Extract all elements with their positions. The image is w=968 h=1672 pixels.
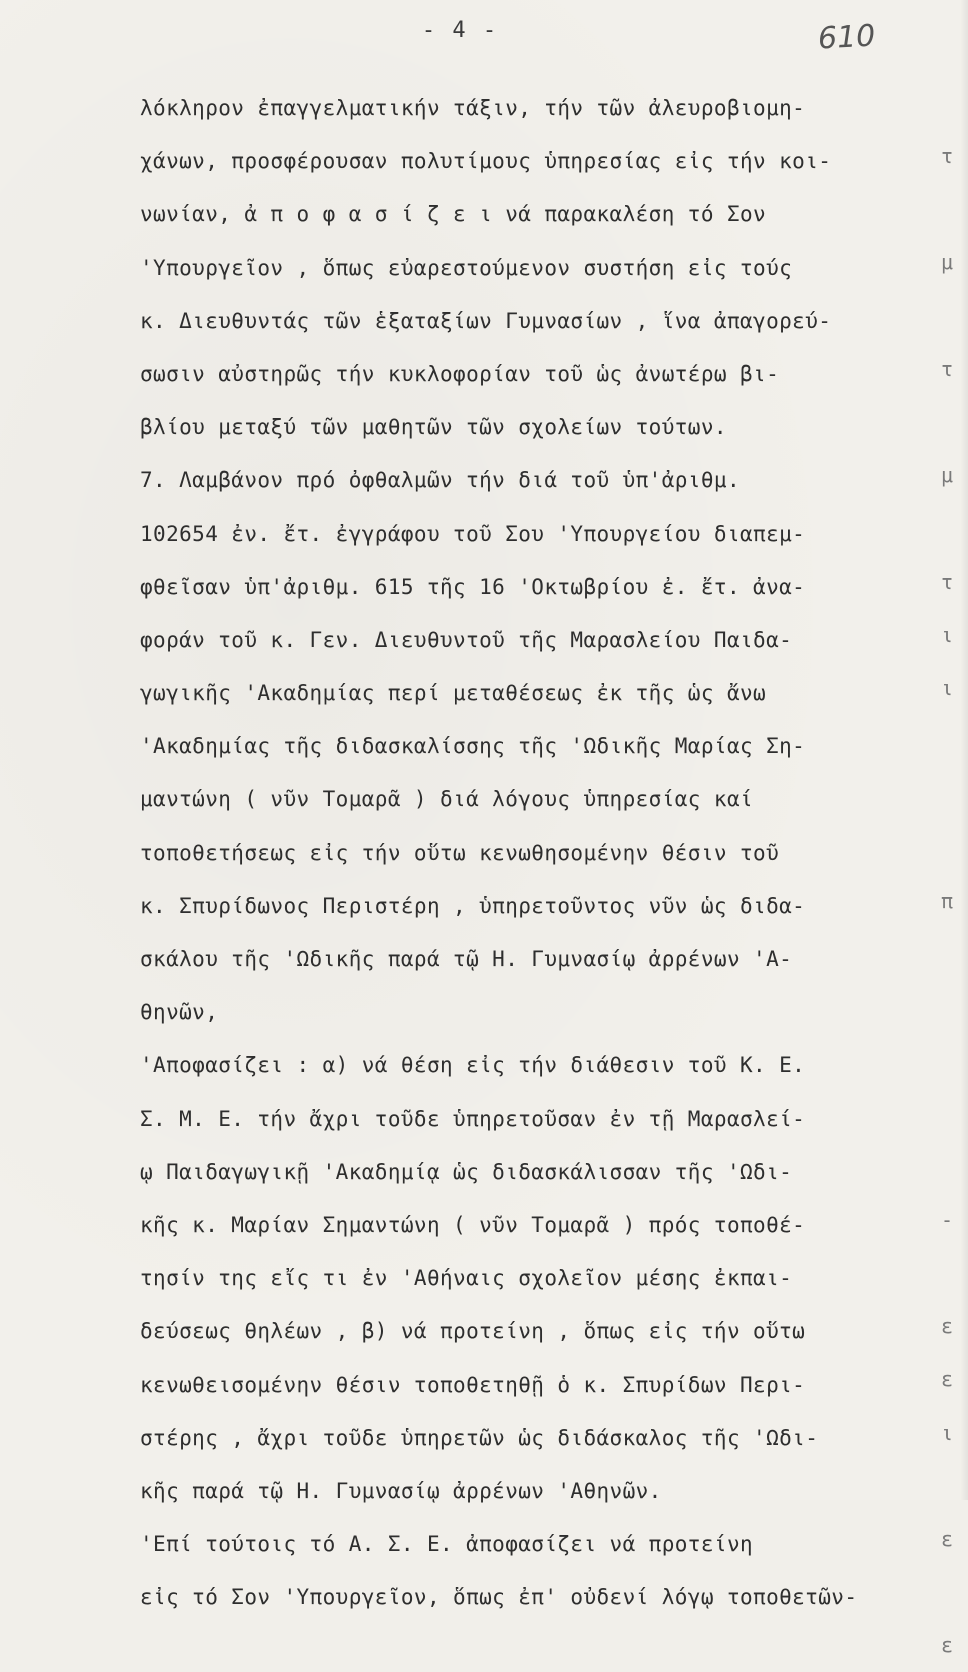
text-line: βλίου μεταξύ τῶν μαθητῶν τῶν σχολείων τούτων. [140, 415, 727, 440]
margin-mark [930, 1460, 964, 1513]
text-line: σωσιν αὐστηρῶς τήν κυκλοφορίαν τοῦ ὡς ἀνωτέρω βι- [140, 361, 780, 386]
text-line: ῳ Παιδαγωγικῇ 'Ακαδημίᾳ ὡς διδασκάλισσαν τῆς 'Ωδι- [140, 1159, 793, 1184]
text-line: φθεῖσαν ὑπ'ἀριθμ. 615 τῆς 16 'Οκτωβρίου ἐ. ἔτ. ἀνα- [140, 574, 806, 599]
page-edge-shadow [960, 0, 968, 1500]
margin-mark: ι [940, 622, 954, 647]
margin-mark [930, 1087, 964, 1140]
archive-number: 610 [817, 18, 877, 57]
text-line: 'Επί τούτοις τό Α. Σ. Ε. ἀποφασίζει νά προτείνη [140, 1532, 754, 1557]
margin-mark [930, 1034, 964, 1087]
margin-marks [930, 130, 964, 1672]
text-line: στέρης , ἄχρι τοῦδε ὑπηρετῶν ὡς διδάσκαλος τῆς 'Ωδι- [140, 1425, 819, 1450]
text-line: γωγικῆς 'Ακαδημίας περί μεταθέσεως ἐκ τῆς ὡς ἄνω [140, 681, 767, 706]
text-line: φοράν τοῦ κ. Γεν. Διευθυντοῦ τῆς Μαρασλείου Παιδα- [140, 627, 793, 652]
text-line: τησίν της εἴς τι ἐν 'Αθήναις σχολεῖον μέσης ἐκπαι- [140, 1266, 793, 1291]
text-line: δεύσεως θηλέων , β) νά προτείνη , ὅπως εἰς τήν οὕτω [140, 1319, 806, 1344]
margin-mark: τ [940, 356, 954, 381]
text-line: θηνῶν, [140, 1000, 219, 1025]
text-line: 7. Λαμβάνον πρό ὀφθαλμῶν τήν διά τοῦ ὑπ'ἀριθμ. [140, 468, 740, 493]
text-line: εἰς τό Σον 'Υπουργεῖον, ὅπως ἐπ' οὐδενί λόγῳ τοποθετῶν- [140, 1585, 858, 1610]
text-line: νωνίαν, ἀ π ο φ α σ ί ζ ε ι νά παρακαλέση τό Σον [140, 202, 767, 227]
margin-mark [930, 1566, 964, 1619]
margin-mark [930, 183, 964, 236]
margin-mark [930, 290, 964, 343]
page-number: - 4 - [421, 18, 499, 43]
margin-mark [930, 768, 964, 821]
margin-mark [930, 821, 964, 874]
text-line: κῆς παρά τῷ Η. Γυμνασίῳ ἀρρένων 'Αθηνῶν. [140, 1478, 662, 1503]
text-line: 'Υπουργεῖον , ὅπως εὐαρεστούμενον συστήση εἰς τούς [140, 255, 793, 280]
text-line: Σ. Μ. Ε. τήν ἄχρι τοῦδε ὑπηρετοῦσαν ἐν τῇ Μαρασλεί- [140, 1106, 806, 1131]
margin-mark: τ [940, 144, 954, 168]
margin-mark: ι [940, 675, 954, 700]
text-line: 102654 ἐν. ἔτ. ἐγγράφου τοῦ Σου 'Υπουργείου διαπεμ- [140, 521, 806, 546]
margin-mark: μ [940, 463, 954, 488]
text-line: τοποθετήσεως εἰς τήν οὕτω κενωθησομένην θέσιν τοῦ [140, 840, 780, 865]
text-line: μαντώνη ( νῦν Τομαρᾶ ) διά λόγους ὑπηρεσίας καί [140, 787, 754, 812]
text-line: κ. Σπυρίδωνος Περιστέρη , ὑπηρετοῦντος νῦν ὡς διδα- [140, 893, 806, 918]
margin-mark: ε [940, 1633, 954, 1658]
margin-mark: ε [940, 1367, 954, 1392]
margin-mark: π [940, 888, 954, 913]
margin-mark [930, 1141, 964, 1194]
margin-mark [930, 715, 964, 768]
margin-mark [930, 981, 964, 1034]
body-text [140, 82, 912, 1624]
text-line: σκάλου τῆς 'Ωδικῆς παρά τῷ Η. Γυμνασίῳ ἀρρένων 'Α- [140, 947, 793, 971]
text-line: λόκληρον ἐπαγγελματικήν τάξιν, τήν τῶν ἀλευροβιομη- [140, 96, 806, 120]
margin-mark [930, 396, 964, 449]
margin-mark [930, 502, 964, 555]
margin-mark: τ [940, 569, 954, 594]
text-line: 'Αποφασίζει : α) νά θέση εἰς τήν διάθεσιν τοῦ Κ. Ε. [140, 1053, 806, 1078]
margin-mark: ε [940, 1314, 954, 1339]
text-line: 'Ακαδημίας τῆς διδασκαλίσσης τῆς 'Ωδικῆς Μαρίας Ση- [140, 734, 806, 759]
text-line: χάνων, προσφέρουσαν πολυτίμους ὑπηρεσίας εἰς τήν κοι- [140, 149, 832, 174]
margin-mark: - [940, 1207, 954, 1232]
margin-mark [930, 1247, 964, 1300]
margin-mark: ε [940, 1526, 954, 1551]
text-line: κ. Διευθυντάς τῶν ἑξαταξίων Γυμνασίων , ἵνα ἀπαγορεύ- [140, 308, 832, 333]
margin-mark: μ [940, 250, 954, 275]
text-line: κῆς κ. Μαρίαν Σημαντώνη ( νῦν Τομαρᾶ ) πρός τοποθέ- [140, 1212, 806, 1237]
margin-mark [930, 928, 964, 981]
margin-mark: ι [940, 1420, 954, 1445]
text-line: κενωθεισομένην θέσιν τοποθετηθῇ ὁ κ. Σπυρίδων Περι- [140, 1372, 806, 1397]
